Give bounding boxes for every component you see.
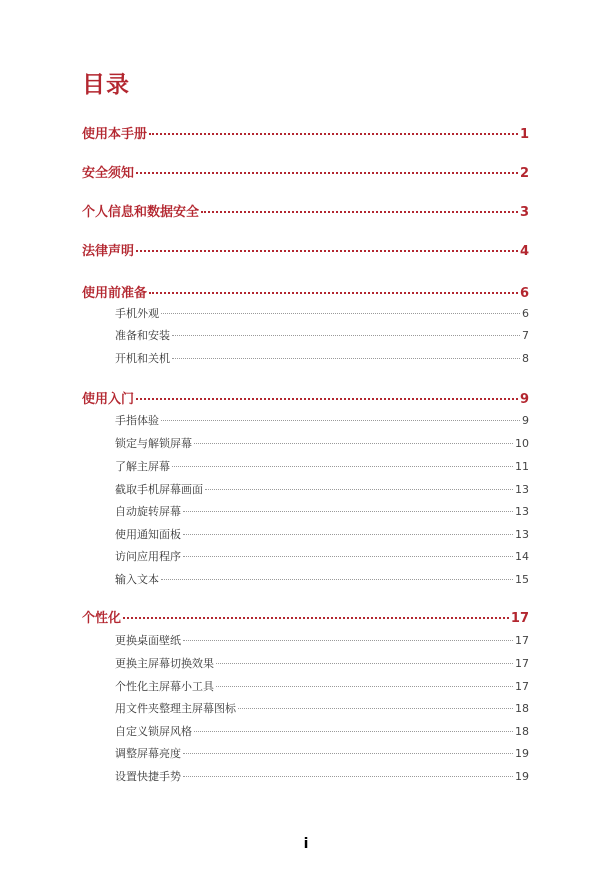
toc-entry-title: 更换主屏幕切换效果 xyxy=(115,657,214,670)
dot-leader xyxy=(149,133,518,135)
dot-leader xyxy=(183,753,513,754)
toc-entry-title: 更换桌面壁纸 xyxy=(115,634,181,647)
toc-section-entry[interactable] xyxy=(115,723,529,739)
toc-section-entry[interactable] xyxy=(115,548,529,564)
toc-entry-title: 自定义锁屏风格 xyxy=(115,725,192,738)
toc-entry-title: 使用前准备 xyxy=(82,286,148,301)
toc-entry-page: 17 xyxy=(510,611,529,626)
dot-leader xyxy=(172,358,520,359)
dot-leader xyxy=(216,686,513,687)
toc-entry-title: 自动旋转屏幕 xyxy=(115,505,181,518)
toc-entry-title: 使用本手册 xyxy=(82,127,148,142)
toc-entry-title: 开机和关机 xyxy=(115,352,170,365)
toc-entry-page: 15 xyxy=(515,573,529,586)
toc-entry-page: 9 xyxy=(522,414,529,427)
toc-entry-title: 了解主屏幕 xyxy=(115,460,170,473)
page-number: i xyxy=(303,836,309,852)
toc-section-entry[interactable] xyxy=(115,458,529,474)
toc-entry-title: 截取手机屏幕画面 xyxy=(115,483,203,496)
toc-chapter-entry[interactable] xyxy=(82,201,529,221)
toc-section-entry[interactable] xyxy=(115,700,529,716)
toc-entry-page: 8 xyxy=(522,352,529,365)
toc-chapter-entry[interactable] xyxy=(82,123,529,143)
toc-entry-title: 个人信息和数据安全 xyxy=(82,205,200,220)
toc-entry-title: 使用通知面板 xyxy=(115,528,181,541)
dot-leader xyxy=(136,250,518,252)
toc-entry-page: 17 xyxy=(515,657,529,670)
toc-section-entry[interactable] xyxy=(115,481,529,497)
toc-chapter-entry[interactable] xyxy=(82,282,529,302)
toc-entry-page: 6 xyxy=(522,307,529,320)
toc-entry-page: 7 xyxy=(522,329,529,342)
toc-entry-title: 设置快捷手势 xyxy=(115,770,181,783)
toc-section-entry[interactable] xyxy=(115,678,529,694)
dot-leader xyxy=(238,708,513,709)
dot-leader xyxy=(201,211,518,213)
toc-entry-page: 19 xyxy=(515,747,529,760)
toc-entry-title: 输入文本 xyxy=(115,573,159,586)
toc-section-entry[interactable] xyxy=(115,350,529,366)
dot-leader xyxy=(123,617,509,619)
toc-section-entry[interactable] xyxy=(115,435,529,451)
toc-entry-page: 18 xyxy=(515,725,529,738)
toc-chapter-entry[interactable] xyxy=(82,388,529,408)
toc-entry-page: 17 xyxy=(515,680,529,693)
toc-entry-page: 3 xyxy=(519,205,529,220)
toc-entry-title: 锁定与解锁屏幕 xyxy=(115,437,192,450)
dot-leader xyxy=(183,556,513,557)
toc-entry-title: 调整屏幕亮度 xyxy=(115,747,181,760)
toc-section-entry[interactable] xyxy=(115,503,529,519)
toc-section-entry[interactable] xyxy=(115,571,529,587)
toc-entry-page: 13 xyxy=(515,528,529,541)
dot-leader xyxy=(183,534,513,535)
toc-entry-page: 6 xyxy=(519,286,529,301)
toc-section-entry[interactable] xyxy=(115,632,529,648)
toc-chapter-entry[interactable] xyxy=(82,240,529,260)
dot-leader xyxy=(161,579,513,580)
toc-entry-title: 手机外观 xyxy=(115,307,159,320)
toc-section-entry[interactable] xyxy=(115,745,529,761)
toc-entry-page: 13 xyxy=(515,505,529,518)
dot-leader xyxy=(216,663,513,664)
dot-leader xyxy=(136,172,518,174)
toc-entry-page: 18 xyxy=(515,702,529,715)
toc-entry-title: 安全须知 xyxy=(82,166,135,181)
toc-entry-page: 13 xyxy=(515,483,529,496)
toc-entry-page: 11 xyxy=(515,460,529,473)
toc-section-entry[interactable] xyxy=(115,327,529,343)
dot-leader xyxy=(172,466,513,467)
dot-leader xyxy=(161,420,520,421)
toc-entry-title: 法律声明 xyxy=(82,244,135,259)
dot-leader xyxy=(161,313,520,314)
toc-entry-page: 10 xyxy=(515,437,529,450)
toc-entry-page: 17 xyxy=(515,634,529,647)
toc-entry-page: 2 xyxy=(519,166,529,181)
toc-entry-title: 使用入门 xyxy=(82,392,135,407)
toc-section-entry[interactable] xyxy=(115,768,529,784)
toc-entry-page: 14 xyxy=(515,550,529,563)
dot-leader xyxy=(205,489,513,490)
toc-entry-title: 准备和安装 xyxy=(115,329,170,342)
toc-entry-title: 个性化 xyxy=(82,611,122,626)
dot-leader xyxy=(136,398,518,400)
dot-leader xyxy=(183,776,513,777)
toc-section-entry[interactable] xyxy=(115,526,529,542)
toc-section-entry[interactable] xyxy=(115,655,529,671)
toc-entry-page: 1 xyxy=(519,127,529,142)
toc-entry-title: 个性化主屏幕小工具 xyxy=(115,680,214,693)
page-title: 目录 xyxy=(82,72,130,98)
toc-entry-page: 9 xyxy=(519,392,529,407)
toc-entry-title: 访问应用程序 xyxy=(115,550,181,563)
toc-chapter-entry[interactable] xyxy=(82,162,529,182)
dot-leader xyxy=(194,731,513,732)
dot-leader xyxy=(149,292,518,294)
toc-entry-title: 用文件夹整理主屏幕图标 xyxy=(115,702,236,715)
dot-leader xyxy=(194,443,513,444)
toc-section-entry[interactable] xyxy=(115,412,529,428)
toc-entry-page: 19 xyxy=(515,770,529,783)
toc-chapter-entry[interactable] xyxy=(82,607,529,627)
toc-entry-title: 手指体验 xyxy=(115,414,159,427)
toc-section-entry[interactable] xyxy=(115,305,529,321)
dot-leader xyxy=(172,335,520,336)
dot-leader xyxy=(183,511,513,512)
dot-leader xyxy=(183,640,513,641)
toc-entry-page: 4 xyxy=(519,244,529,259)
